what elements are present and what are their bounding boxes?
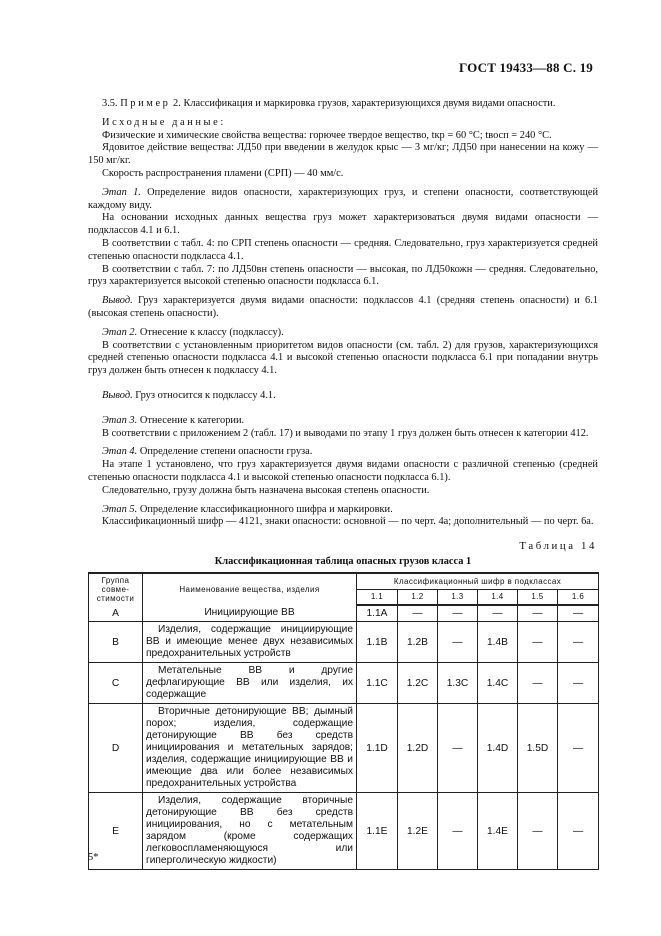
stage3-heading-text: Отнесение к категории.	[137, 414, 245, 426]
substance-name-cell: Инициирующие ВВ	[143, 605, 357, 622]
classification-code-cell: —	[438, 704, 478, 793]
compatibility-group-cell: D	[89, 704, 143, 793]
stage5-heading-text: Определение классификационного шифра и маркировки.	[137, 503, 393, 515]
table-row	[89, 663, 599, 704]
table-title: Классификационная таблица опасных грузов класса 1	[214, 556, 472, 567]
classification-code-cell: 1.2С	[398, 663, 438, 704]
classification-code-cell: —	[478, 605, 518, 622]
classification-code-cell: —	[518, 663, 558, 704]
compatibility-group-cell: Е	[89, 793, 143, 870]
classification-code-cell: —	[558, 622, 599, 663]
stage5-paragraph-1: Классификационный шифр — 4121, знаки опасности: основной — по черт. 4а; дополнительный — по черт. 6а.	[102, 516, 594, 528]
stage2-conclusion	[88, 390, 598, 403]
table-body	[89, 605, 599, 870]
table-row	[89, 622, 599, 663]
table-row	[89, 605, 599, 622]
conclusion-text: Груз относится к подклассу 4.1.	[132, 389, 276, 401]
conclusion-label: Вывод.	[102, 389, 133, 401]
subclass-header: 1.5	[518, 589, 558, 605]
classification-code-cell: 1.1Е	[357, 793, 398, 870]
substance-name-cell: Вторичные детонирующие ВВ; дымный порох; изделия, содержащие детонирующие ВВ без средств инициирования и метательных зарядов; изделия, содержащие инициирующие ВВ и имеющие два или более независимых предохранительных устройства	[143, 704, 357, 793]
page-header: ГОСТ 19433—88 С. 19	[459, 60, 593, 75]
classification-code-cell: 1.1D	[357, 704, 398, 793]
example-heading-text: 2. Классификация и маркировка грузов, характеризующихся двумя видами опасности.	[170, 98, 556, 109]
stage1-paragraph-2: В соответствии с табл. 4: по СРП степень опасности — средняя. Следовательно, груз характеризуется средней степенью опасности подкласса 4.1.	[88, 237, 598, 262]
column-header-group: Группа совме-стимости	[89, 573, 143, 605]
classification-code-cell: 1.2В	[398, 622, 438, 663]
classification-code-cell: —	[558, 704, 599, 793]
classification-code-cell: —	[558, 663, 599, 704]
body-text	[88, 98, 598, 529]
stage1-paragraph-1: На основании исходных данных вещества груз может характеризоваться двумя видами опасности — подклассов 4.1 и 6.1.	[88, 212, 598, 237]
stage4-heading-text: Определение степени опасности груза.	[137, 446, 313, 458]
table-row	[89, 793, 599, 870]
stage1-label: Этап 1.	[102, 186, 141, 198]
subclass-header: 1.2	[398, 589, 438, 605]
stage2-heading	[88, 327, 598, 340]
section-number: 3.5.	[102, 98, 118, 109]
classification-code-cell: —	[398, 605, 438, 622]
subclass-header: 1.3	[438, 589, 478, 605]
classification-code-cell: —	[438, 793, 478, 870]
classification-code-cell: —	[518, 605, 558, 622]
classification-table	[88, 572, 599, 870]
page-footer-mark: 5*	[88, 852, 99, 863]
classification-code-cell: 1.4Е	[478, 793, 518, 870]
stage4-heading	[88, 446, 598, 459]
stage3-label: Этап 3.	[102, 414, 138, 426]
classification-code-cell: 1.2Е	[398, 793, 438, 870]
source-line-3: Скорость распространения пламени (СРП) — 40 мм/с.	[102, 167, 344, 179]
stage5-heading	[88, 504, 598, 517]
classification-code-cell: 1.4D	[478, 704, 518, 793]
stage4-paragraph-1: На этапе 1 установлено, что груз характеризуется двумя видами опасности с различной степенью (средней степенью опасности подкласса 4.1 и высокой степенью опасности подкласса 6.1).	[88, 459, 598, 483]
classification-code-cell: 1.5D	[518, 704, 558, 793]
classification-code-cell: 1.1А	[357, 605, 398, 622]
stage2-paragraph-1: В соответствии с установленным приоритетом видов опасности (см. табл. 2) для грузов, характеризующихся средней степенью опасности подкласса 4.1 и высокой степенью опасности подкласса 6.1 при попадании внутрь груз должен быть отнесен к подклассу 4.1.	[88, 339, 598, 377]
example-label: Пример	[120, 98, 171, 109]
stage4-label: Этап 4.	[102, 446, 138, 458]
compatibility-group-cell: А	[89, 605, 143, 622]
classification-code-cell: —	[438, 622, 478, 663]
substance-name-cell: Изделия, содержащие инициирующие ВВ и имеющие менее двух независимых предохранительных устройств	[143, 622, 357, 663]
column-header-code: Классификационный шифр в подклассах	[357, 573, 599, 589]
source-line-2: Ядовитое действие вещества: ЛД50 при введении в желудок крыс — 3 мг/кг; ЛД50 при нанесении на кожу — 150 мг/кг.	[88, 142, 598, 167]
classification-code-cell: —	[558, 793, 599, 870]
stage5-label: Этап 5.	[102, 503, 138, 515]
column-header-name: Наименование вещества, изделия	[143, 573, 357, 605]
classification-code-cell: 1.4В	[478, 622, 518, 663]
source-data-title	[88, 117, 598, 130]
compatibility-group-cell: С	[89, 663, 143, 704]
table-number: Таблица 14	[519, 540, 597, 552]
classification-code-cell: —	[518, 622, 558, 663]
classification-code-cell: 1.4С	[478, 663, 518, 704]
classification-code-cell: —	[558, 605, 599, 622]
table-row	[89, 704, 599, 793]
stage1-heading-text: Определение видов опасности, характеризующих груз, и степени опасности, соответствующей каждому виду.	[88, 186, 599, 211]
stage2-label: Этап 2.	[102, 326, 138, 338]
stage3-heading	[88, 415, 598, 428]
subclass-header: 1.4	[478, 589, 518, 605]
stage2-heading-text: Отнесение к классу (подклассу).	[137, 326, 284, 338]
stage1-paragraph-3: В соответствии с табл. 7: по ЛД50вн степень опасности — высокая, по ЛД50кожн — средняя. Следовательно, груз характеризуется высокой степенью опасности подкласса 6.1.	[88, 263, 598, 288]
source-line-1: Физические и химические свойства вещества: горючее твердое вещество, tкр = 60 °С; tвосп = 240 °С.	[102, 129, 552, 141]
stage1-conclusion	[88, 295, 598, 321]
source-data-title-text: Исходные данные:	[102, 116, 226, 128]
substance-name-cell: Изделия, содержащие вторичные детонирующие ВВ без средств инициирования, но с метательным зарядом (кроме содержащих легковоспламеняющуюся или гиперголическую жидкости)	[143, 793, 357, 870]
classification-code-cell: 1.1В	[357, 622, 398, 663]
stage3-paragraph-1: В соответствии с приложением 2 (табл. 17) и выводами по этапу 1 груз должен быть отнесен к категории 412.	[102, 427, 589, 439]
stage4-paragraph-2: Следовательно, грузу должна быть назначена высокая степень опасности.	[102, 484, 430, 496]
classification-code-cell: 1.2D	[398, 704, 438, 793]
classification-code-cell: —	[518, 793, 558, 870]
classification-code-cell: 1.3С	[438, 663, 478, 704]
classification-code-cell: 1.1С	[357, 663, 398, 704]
compatibility-group-cell: В	[89, 622, 143, 663]
conclusion-text: Груз характеризуется двумя видами опасности: подклассов 4.1 (средняя степень опасности) и 6.1 (высокая степень опасности).	[88, 295, 598, 319]
subclass-header: 1.1	[357, 589, 398, 605]
stage1-heading	[88, 187, 598, 213]
subclass-header: 1.6	[558, 589, 599, 605]
classification-code-cell: —	[438, 605, 478, 622]
conclusion-label: Вывод.	[102, 295, 133, 307]
substance-name-cell: Метательные ВВ и другие дефлагирующие ВВ или изделия, их содержащие	[143, 663, 357, 704]
example-heading	[88, 98, 598, 111]
